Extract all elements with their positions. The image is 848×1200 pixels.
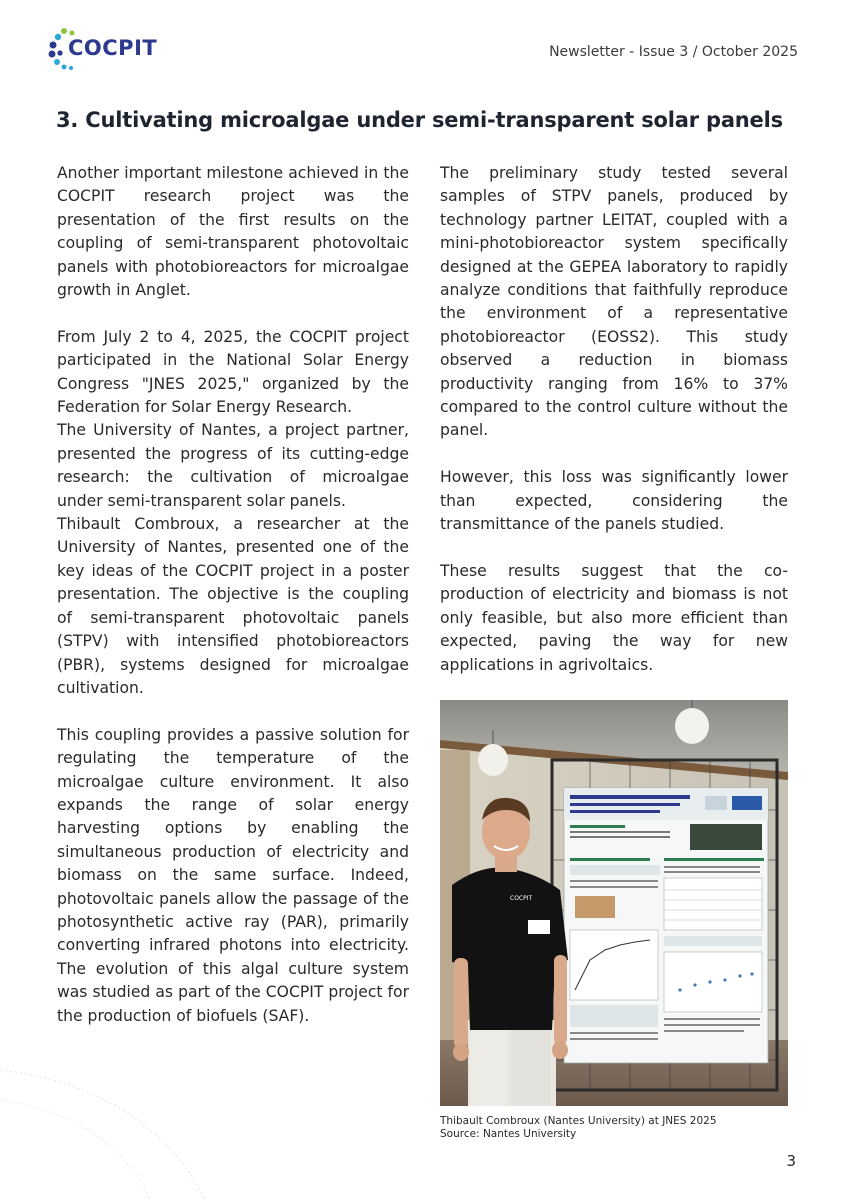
paragraph: From July 2 to 4, 2025, the COCPIT project participated in the National Solar Energy Congress "JNES 2025," organized by the Federation for Solar Energy Research. bbox=[57, 327, 409, 417]
paragraph: The preliminary study tested several samples of STPV panels, produced by technology partner LEITAT, coupled with a mini-photobioreactor system specifically designed at the GEPEA laboratory to rapidly analyze conditions that faithfully reproduce the environment of a representative photobioreactor (EOSS2). This study observed a reduction in biomass productivity ranging from 16% to 37% compared to the control culture without the panel. bbox=[440, 164, 788, 440]
newsletter-issue-label: Newsletter - Issue 3 / October 2025 bbox=[549, 44, 798, 60]
poster-presentation-photo bbox=[440, 700, 788, 1106]
shirt-logo: COCPIT bbox=[510, 895, 533, 902]
paragraph: The University of Nantes, a project partner, presented the progress of its cutting-edge research: the cultivation of microalgae under semi-transparent solar panels. bbox=[57, 421, 409, 510]
caption-source: Source: Nantes University bbox=[440, 1128, 577, 1140]
right-text-column bbox=[440, 162, 788, 677]
paragraph: However, this loss was significantly lower than expected, considering the transmittance of the panels studied. bbox=[440, 468, 788, 534]
paragraph: This coupling provides a passive solution for regulating the temperature of the microalgae culture environment. It also expands the range of solar energy harvesting options by enabling the simultaneous production of electricity and biomass on the same surface. Indeed, photovoltaic panels allow the passage of the photosynthetic active ray (PAR), primarily converting infrared photons into electricity. The evolution of this algal culture system was studied as part of the COCPIT project for the production of biofuels (SAF). bbox=[57, 725, 409, 1025]
section-title: 3. Cultivating microalgae under semi-transparent solar panels bbox=[56, 108, 783, 132]
logo-text: COCPIT bbox=[68, 36, 158, 60]
photo-caption bbox=[440, 1115, 717, 1141]
paragraph: Another important milestone achieved in the COCPIT research project was the presentation of the first results on the coupling of semi-transparent photovoltaic panels with photobioreactors for microalgae growth in Anglet. bbox=[57, 164, 409, 300]
paragraph: Thibault Combroux, a researcher at the University of Nantes, presented one of the key ideas of the COCPIT project in a poster presentation. The objective is the coupling of semi-transparent photovoltaic panels (STPV) with intensified photobioreactors (PBR), systems designed for microalgae cultivation. bbox=[57, 515, 409, 697]
caption-line: Thibault Combroux (Nantes University) at JNES 2025 bbox=[440, 1115, 717, 1127]
decorative-curve bbox=[0, 1040, 240, 1200]
page-number: 3 bbox=[786, 1152, 796, 1170]
left-text-column bbox=[57, 162, 409, 1028]
paragraph: These results suggest that the co-production of electricity and biomass is not only feasible, but also more efficient than expected, paving the way for new applications in agrivoltaics. bbox=[440, 561, 788, 674]
